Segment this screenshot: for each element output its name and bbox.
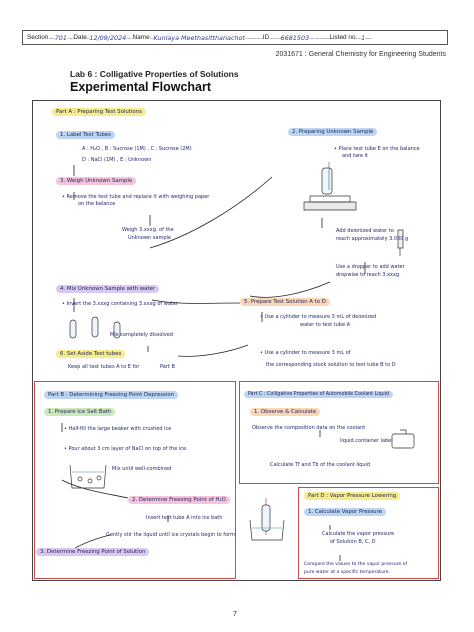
part-d-step1: 1. Calculate Vapor Pressure [304,508,386,516]
water-note-1: Add deionized water to [336,228,394,234]
tubes-line-1: A : H₂O , B : Sucrose (1M) , C : Sucrose (2M) [82,146,192,152]
tubes-line-2: D : NaCl (1M) , E : Unknown [82,157,152,163]
listed-label: Listed no. [329,34,358,41]
id-label: ID [262,34,270,41]
part-d-note-4: pure water at a specific temperature. [304,570,390,575]
lab-title: Lab 6 : Colligative Properties of Solutions [70,69,239,79]
listed-value: 1 [361,33,366,42]
prep-note-3: • Use a cylinder to measure 3 mL of [260,350,351,356]
part-b-note-3: Mix until well-combined [112,466,172,472]
part-b-title: Part B : Determining Freezing Point Depression [44,391,178,399]
part-c-note-3: Calculate Tf and Tb of the coolant liquid [270,462,371,468]
part-b-note-4: Insert test tube A into ice bath [146,515,223,521]
part-a-step2: 2. Preparing Unknown Sample [288,128,377,136]
course-line: 2031671 : General Chemistry for Engineering Students [275,51,446,58]
water-note-2: reach approximately 3.000 g [336,236,409,242]
weigh-note-1: • Remove the test tube and replace it with weighing paper [62,194,210,200]
mix-note-1: • Invert the 3.xxxg containing 3.xxxg of water [62,301,178,307]
weigh-note-2: on the balance [78,201,116,207]
part-c-title: Part C : Colligative Properties of Automobile Coolant Liquid [244,391,393,398]
prep-note-4: the corresponding stock solution to test tube B to D [266,362,396,368]
part-d-note-1: Calculate the vapor pressure [322,531,395,537]
page-number: 7 [233,611,237,618]
part-a-step4: 4. Mix Unknown Sample with water [56,285,159,293]
part-d-note-2: of Solution B, C, D [330,539,376,545]
dropper-sketch [398,230,403,256]
part-c-note-1: Observe the composition data on the coolant [252,425,366,431]
part-c-step1: 1. Observe & Calculate [250,408,320,416]
part-b-note-5: Gently stir the liquid until ice crystals begin to form [106,532,235,538]
section-value: 701 [54,33,67,42]
part-a-title: Part A : Preparing Test Solutions [52,108,146,116]
part-a-step5: 5. Prepare Test Solution A to D [240,298,330,306]
setaside-note-1: Keep all test tubes A to E for [68,364,140,370]
weigh-note-3: Weigh 3.xxxg. of the [122,227,174,233]
setaside-note-2: Part B [160,364,175,370]
date-label: Date [73,34,87,41]
part-b-step3: 3. Determine Freezing Point of Solution [36,548,149,556]
part-b-note-1: • Half-fill the large beaker with crushed ice [64,426,172,432]
balance-sketch [304,162,356,210]
part-a-step1: 1. Label Test Tubes [56,131,115,139]
part-c-note-2: liquid container label [340,438,393,444]
flowchart-title: Experimental Flowchart [70,80,212,94]
step2-note-1: • Place test tube E on the balance [334,146,420,152]
mix-note-2: Mix completely dissolved [110,332,173,338]
thermometer-beaker-sketch [250,498,284,540]
part-b-step1: 1. Prepare Ice Salt Bath [44,408,115,416]
id-value: 6681503 [280,33,310,42]
prep-note-1: • Use a cylinder to measure 3 mL of deionized [260,314,377,320]
name-value: Kunlaya Meethasitthanachot [153,33,245,42]
date-value: 12/09/2024 [89,33,127,42]
part-d-title: Part D : Vapor Pressure Lowering [304,492,400,500]
water-note-3: Use a dropper to add water [336,264,405,270]
water-note-4: dropwise to reach 3.xxxg [336,272,400,278]
section-label: Section [27,34,49,41]
name-label: Name [132,34,150,41]
prep-note-2: water to test tube A [300,322,351,328]
student-info-header: Section ..... 701 ..... Date .. 12/09/2024 ..... Name ... Kunlaya Meethasitthanachot .............. ID ......... 6681503 ................ Listed no. ... 1 ..... [22,30,448,45]
part-b-step2: 2. Determine Freezing Point of H₂O [128,496,230,504]
part-a-step3: 3. Weigh Unknown Sample [56,177,136,185]
step2-note-2: and tare it [342,153,368,159]
part-d-note-3: Compare the values to the vapor pressure of [304,562,408,567]
weigh-note-4: Unknown sample [128,235,171,241]
part-b-note-2: • Pour about 3 cm layer of NaCl on top of the ice. [64,446,188,452]
part-a-step6: 6. Set Aside Test tubes [56,350,125,358]
